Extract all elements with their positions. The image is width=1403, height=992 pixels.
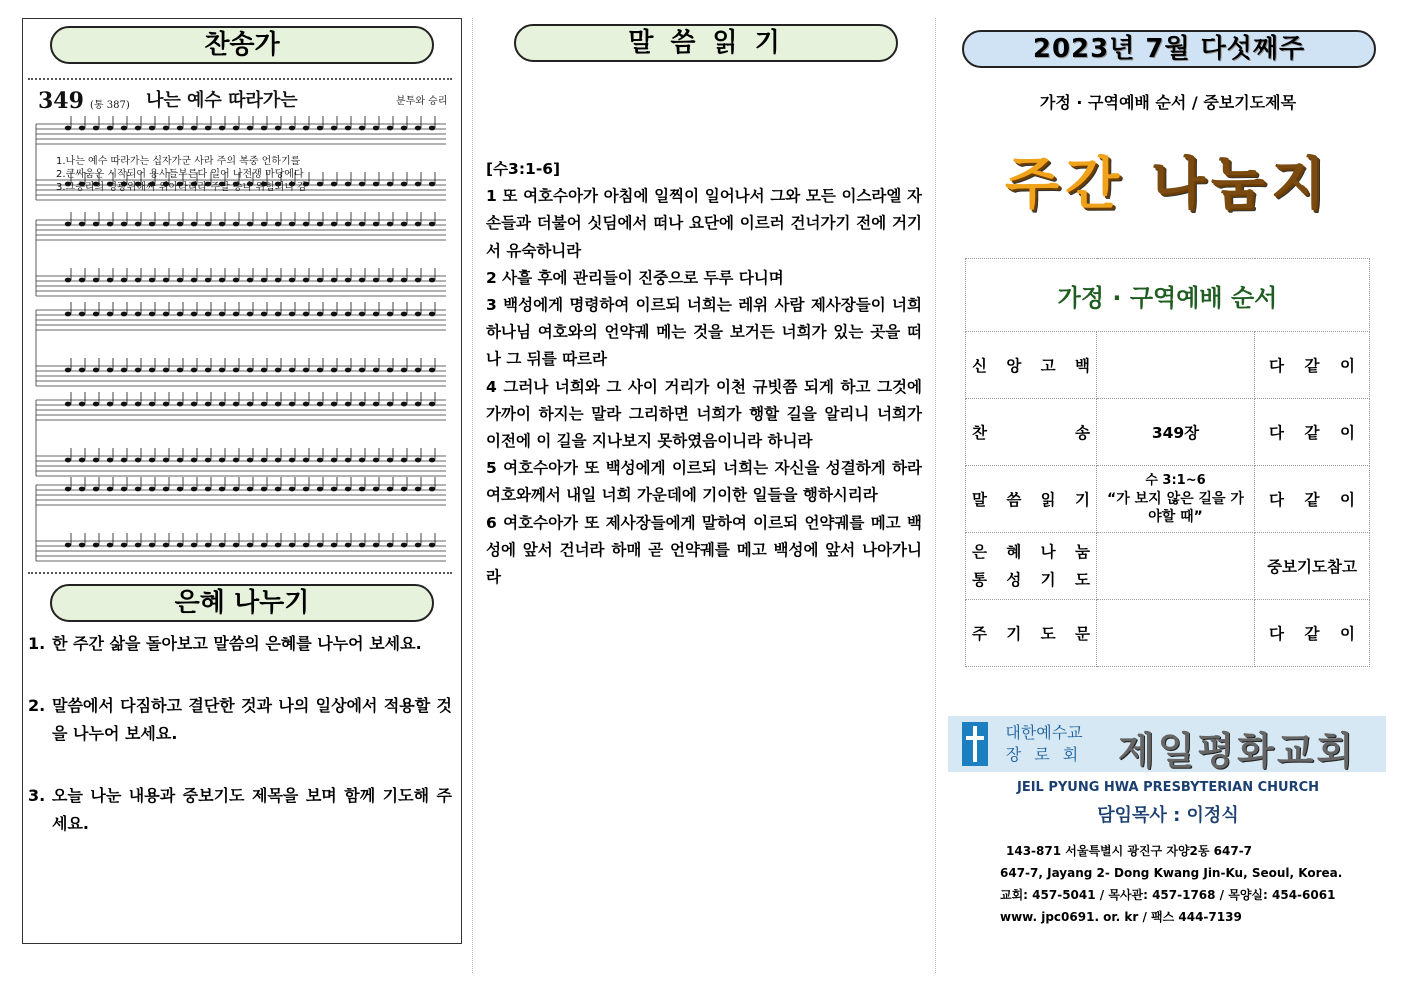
church-address-block	[1000, 840, 1380, 928]
label-char: 주	[972, 625, 987, 643]
hymn-verse-1: 1.나는 예수 따라가는 십자가군 사라 주의 복중 언하기를	[56, 156, 301, 167]
denomination-line-2: 장 로 회	[1005, 745, 1083, 764]
order-leader	[1261, 488, 1363, 510]
order-detail	[1097, 600, 1255, 667]
address-korean: 143-871 서울특별시 광진구 자양2동 647-7	[1006, 844, 1253, 858]
label-char: 씀	[1006, 491, 1022, 509]
scripture-reading-title: 말 씀 읽 기	[514, 24, 898, 62]
label-char: 이	[1340, 625, 1355, 643]
cross-logo-icon	[962, 722, 988, 766]
order-item-line1	[972, 538, 1090, 566]
label-char: 다	[1269, 625, 1284, 643]
grace-question-2	[28, 692, 452, 748]
order-leader	[1261, 421, 1363, 443]
date-title: 2023년 7월 다섯째주	[962, 30, 1376, 68]
hymn-category: 분투와 승리	[396, 96, 448, 107]
label-char: 앙	[1006, 357, 1022, 375]
question-text: 한 주간 삶을 돌아보고 말씀의 은혜를 나누어 보세요.	[52, 634, 422, 653]
grace-sharing-title: 은혜 나누기	[50, 584, 434, 622]
scripture-verse-2: 2 사흘 후에 관리들이 진중으로 두루 다니며	[486, 268, 784, 287]
label-char: 다	[1269, 357, 1284, 375]
order-leader	[1261, 354, 1363, 376]
label-char: 같	[1304, 424, 1320, 442]
sheet-music-image	[28, 80, 452, 572]
scripture-reference: [수3:1-6]	[486, 160, 561, 178]
label-char: 신	[972, 357, 987, 375]
pastor-name: 담임목사 : 이정식	[1097, 805, 1239, 826]
label-char: 같	[1304, 491, 1320, 509]
church-english-name: JEIL PYUNG HWA PRESBYTERIAN CHURCH	[1016, 780, 1320, 795]
label-char: 눔	[1074, 543, 1090, 561]
scripture-verse-5: 5 여호수아가 또 백성에게 이르되 너희는 자신을 성결하게 하라 여호와께서 내일 너희 가운데에 기이한 일들을 행하시리라	[486, 459, 922, 505]
panel-divider-2	[935, 18, 936, 973]
label-char: 나	[1040, 543, 1056, 561]
question-text: 말씀에서 다짐하고 결단한 것과 나의 일상에서 적용할 것을 나누어 보세요.	[52, 696, 452, 743]
question-number: 2.	[28, 696, 46, 715]
order-item	[972, 488, 1090, 510]
label-char: 다	[1269, 424, 1284, 442]
panel-divider-1	[472, 18, 473, 973]
title-word-2: 나눔지	[1150, 152, 1331, 217]
order-leader	[1261, 622, 1363, 644]
address-english: 647-7, Jayang 2- Dong Kwang Jin-Ku, Seoul, Korea.	[1000, 866, 1343, 880]
order-table-header	[966, 259, 1370, 332]
church-info	[960, 780, 1376, 827]
weekly-sharing-title	[960, 140, 1376, 220]
label-char: 이	[1340, 424, 1355, 442]
scripture-verse-4: 4 그러나 너희와 그 사이 거리가 이천 규빗쯤 되게 하고 그것에 가까이 하지는 말라 그리하면 너희가 행할 길을 알리니 너희가 이전에 이 길을 지나보지 못하였음이니라 하니라	[486, 377, 922, 451]
hymn-verse-3: 3.그승리의 영광위해싸 위아라리라 주발 승나 위힘되니 감	[56, 182, 307, 193]
order-row	[966, 332, 1370, 399]
label-char: 고	[1040, 357, 1056, 375]
hymn-number: 349	[38, 88, 84, 114]
scripture-verse-1: 1 또 여호수아가 아침에 일찍이 일어나서 그와 모든 이스라엘 자손들과 더불어 싯딤에서 떠나 요단에 이르러 건너가기 전에 거기서 유숙하니라	[486, 187, 922, 260]
label-char: 도	[1040, 625, 1056, 643]
order-detail-ref: 수 3:1~6	[1145, 473, 1206, 488]
label-char: 말	[972, 491, 987, 509]
label-char: 송	[1075, 424, 1090, 442]
order-detail: “가 보지 않은 길을 가야할 때”	[1107, 491, 1244, 525]
label-char: 다	[1269, 491, 1284, 509]
order-item-line2	[972, 566, 1090, 594]
label-char: 기	[1040, 571, 1056, 589]
order-row	[966, 399, 1370, 466]
label-char: 백	[1074, 357, 1090, 375]
order-leader: 중보기도참고	[1255, 533, 1370, 600]
denomination-name	[994, 722, 1094, 766]
label-char: 같	[1304, 357, 1320, 375]
label-char: 기	[1006, 625, 1022, 643]
label-char: 문	[1074, 625, 1090, 643]
scripture-verse-3: 3 백성에게 명령하여 이르되 너희는 레위 사람 제사장들이 너희 하나님 여호와의 언약궤 메는 것을 보거든 너희가 있는 곳을 떠나 그 뒤를 따르라	[486, 296, 922, 369]
hymn-song-title: 나는 예수 따라가는	[146, 90, 298, 111]
order-item	[972, 622, 1090, 644]
denomination-line-1: 대한예수교	[1005, 723, 1083, 742]
label-char: 은	[972, 543, 987, 561]
website-fax: www. jpc0691. or. kr / 팩스 444-7139	[1000, 910, 1242, 924]
phone-numbers: 교회: 457-5041 / 목사관: 457-1768 / 목양실: 454-6061	[1000, 888, 1336, 902]
order-item	[972, 421, 1090, 443]
order-detail	[1097, 533, 1255, 600]
label-char: 도	[1074, 571, 1090, 589]
grace-question-3	[28, 782, 452, 838]
label-char: 성	[1006, 571, 1022, 589]
label-char: 읽	[1040, 491, 1056, 509]
grace-question-1	[28, 630, 452, 658]
hymn-old-number: (통 387)	[90, 100, 130, 111]
hymn-title: 찬송가	[50, 26, 434, 64]
order-detail	[1097, 332, 1255, 399]
hymn-sheet-music	[28, 78, 452, 574]
question-text: 오늘 나눈 내용과 중보기도 제목을 보며 함께 기도해 주세요.	[52, 786, 452, 833]
bulletin-subtitle: 가정 · 구역예배 순서 / 중보기도제목	[1039, 93, 1297, 112]
grace-questions-list	[28, 630, 452, 872]
order-title: 가정 · 구역예배 순서	[966, 259, 1370, 332]
label-char: 이	[1340, 357, 1355, 375]
title-word-1: 주간	[1005, 152, 1126, 217]
order-item	[972, 354, 1090, 376]
scripture-text	[486, 156, 922, 591]
label-char: 같	[1304, 625, 1320, 643]
order-row	[966, 600, 1370, 667]
label-char: 이	[1340, 491, 1355, 509]
hymn-verse-2: 2.큰싸움은 시작되어 용사들부른다 일어 나전쟁 마당에다	[56, 169, 304, 180]
order-row	[966, 466, 1370, 533]
question-number: 1.	[28, 634, 46, 653]
label-char: 혜	[1006, 543, 1022, 561]
church-name: 제일평화교회	[1118, 729, 1357, 773]
church-banner	[948, 716, 1386, 772]
scripture-verse-6: 6 여호수아가 또 제사장들에게 말하여 이르되 언약궤를 메고 백성에 앞서 건너라 하매 곧 언약궤를 메고 백성에 앞서 나아가니라	[486, 513, 922, 587]
order-row	[966, 533, 1370, 600]
label-char: 찬	[972, 424, 987, 442]
label-char: 기	[1074, 491, 1090, 509]
order-detail: 349장	[1097, 399, 1255, 466]
label-char: 통	[972, 571, 987, 589]
worship-order-table	[965, 258, 1370, 667]
question-number: 3.	[28, 786, 46, 805]
